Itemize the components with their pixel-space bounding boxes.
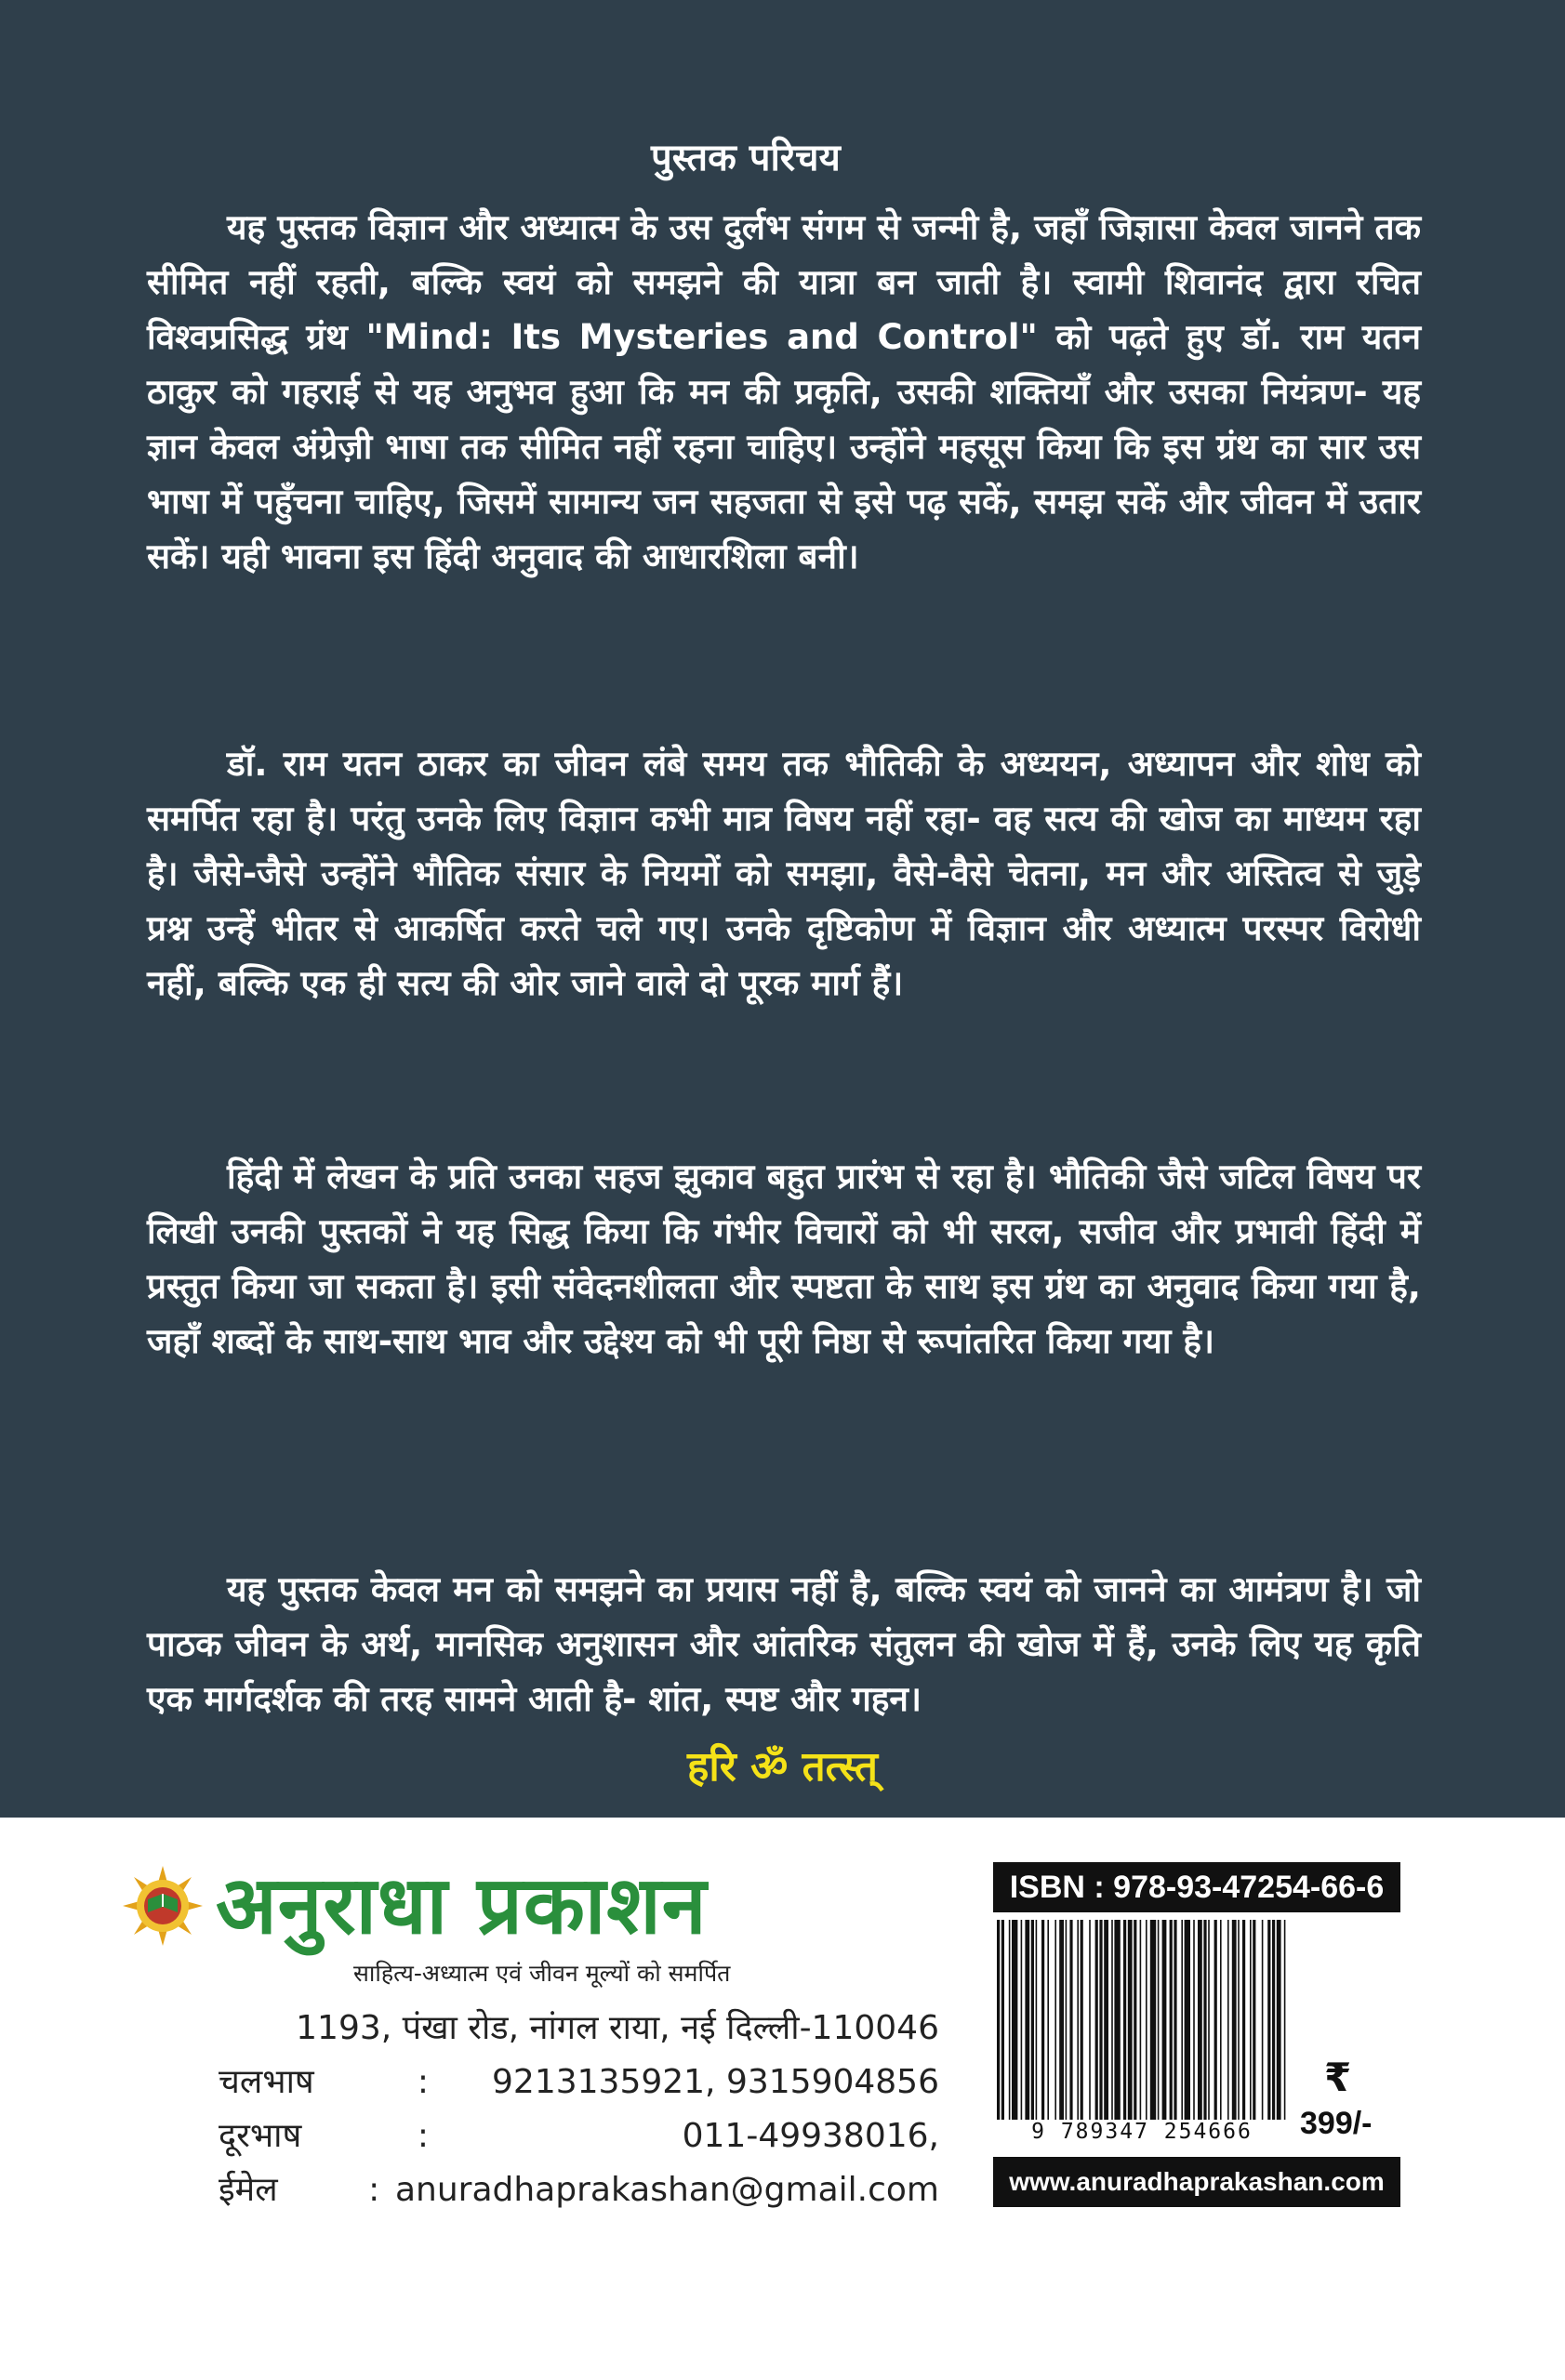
intro-paragraph-3: हिंदी में लेखन के प्रति उनका सहज झुकाव बहुत प्रारंभ से रहा है। भौतिकी जैसे जटिल विषय पर लिखी उनकी पुस्तकों ने यह सिद्ध किया कि गंभीर विचारों को भी सरल, सजीव और प्रभावी हिंदी में प्रस्तुत किया जा सकता है। इसी संवेदनशीलता और स्पष्टता के साथ इस ग्रंथ का अनुवाद किया गया है, जहाँ शब्दों के साथ-साथ भाव और उद्देश्य को भी पूरी निष्ठा से रूपांतरित किया गया है। <box>147 1157 1421 1361</box>
intro-paragraph-2: डॉ. राम यतन ठाकर का जीवन लंबे समय तक भौतिकी के अध्ययन, अध्यापन और शोध को समर्पित रहा है। परंतु उनके लिए विज्ञान कभी मात्र विषय नहीं रहा- वह सत्य की खोज का माध्यम रहा है। जैसे-जैसे उन्होंने भौतिक संसार के नियमों को समझा, वैसे-वैसे चेतना, मन और अस्तित्व से जुड़े प्रश्न उन्हें भीतर से आकर्षित करते चले गए। उनके दृष्टिकोण में विज्ञान और अध्यात्म परस्पर विरोधी नहीं, बल्कि एक ही सत्य की ओर जाने वाले दो पूरक मार्ग हैं। <box>147 744 1421 1003</box>
email-row <box>219 2165 939 2215</box>
barcode-icon <box>993 1920 1291 2120</box>
section-heading: पुस्तक परिचय <box>651 137 841 179</box>
landline-row <box>219 2111 939 2162</box>
publisher-address <box>219 2003 939 2054</box>
intro-paragraph-1: यह पुस्तक विज्ञान और अध्यात्म के उस दुर्लभ संगम से जन्मी है, जहाँ जिज्ञासा केवल जानने तक सीमित नहीं रहती, बल्कि स्वयं को समझने की यात्रा बन जाती है। स्वामी शिवानंद द्वारा रचित विश्वप्रसिद्ध ग्रंथ "Mind: Its Mysteries and Control" को पढ़ते हुए डॉ. राम यतन ठाकुर को गहराई से यह अनुभव हुआ कि मन की प्रकृति, उसकी शक्तियाँ और उसका नियंत्रण- यह ज्ञान केवल अंग्रेज़ी भाषा तक सीमित नहीं रहना चाहिए। उन्होंने महसूस किया कि इस ग्रंथ का सार उस भाषा में पहुँचना चाहिए, जिसमें सामान्य जन सहजता से इसे पढ़ सकें, समझ सकें और जीवन में उतार सकें। यही भावना इस हिंदी अनुवाद की आधारशिला बनी। <box>147 207 1421 576</box>
email-separator: : <box>368 2171 380 2209</box>
currency-symbol: ₹ <box>1324 2055 1352 2100</box>
barcode-digits: 9 789347 254666 <box>1031 2120 1253 2144</box>
intro-paragraph-4: यह पुस्तक केवल मन को समझने का प्रयास नहीं है, बल्कि स्वयं को जानने का आमंत्रण है। जो पाठक जीवन के अर्थ, मानसिक अनुशासन और आंतरिक संतुलन की खोज में हैं, उनके लिए यह कृति एक मार्गदर्शक की तरह सामने आती है- शांत, स्पष्ट और गहन। <box>147 1569 1421 1719</box>
price: 399/- <box>1300 2106 1373 2141</box>
landline-separator: : <box>417 2117 430 2155</box>
mobile-value: 9213135921, 9315904856 <box>492 2063 939 2101</box>
isbn-label: ISBN : 978-93-47254-66-6 <box>993 1862 1400 1912</box>
landline-label: दूरभाष <box>219 2117 302 2155</box>
book-sun-emblem-icon <box>121 1864 205 1948</box>
publisher-name: अनुराधा प्रकाशन <box>216 1859 708 1952</box>
mobile-label: चलभाष <box>219 2063 314 2101</box>
mobile-separator: : <box>417 2063 430 2101</box>
mantra: हरि ॐ तत्स्त् <box>687 1743 878 1791</box>
landline-value: 011-49938016, <box>682 2117 939 2155</box>
website-url: www.anuradhaprakashan.com <box>993 2157 1400 2207</box>
email-label: ईमेल <box>219 2171 278 2209</box>
address-text: 1193, पंखा रोड, नांगल राया, नई दिल्ली-110046 <box>296 2009 939 2047</box>
email-value: anuradhaprakashan@gmail.com <box>394 2171 939 2209</box>
mobile-row <box>219 2057 939 2108</box>
publisher-tagline: साहित्य-अध्यात्म एवं जीवन मूल्यों को समर्पित <box>353 1960 731 1987</box>
